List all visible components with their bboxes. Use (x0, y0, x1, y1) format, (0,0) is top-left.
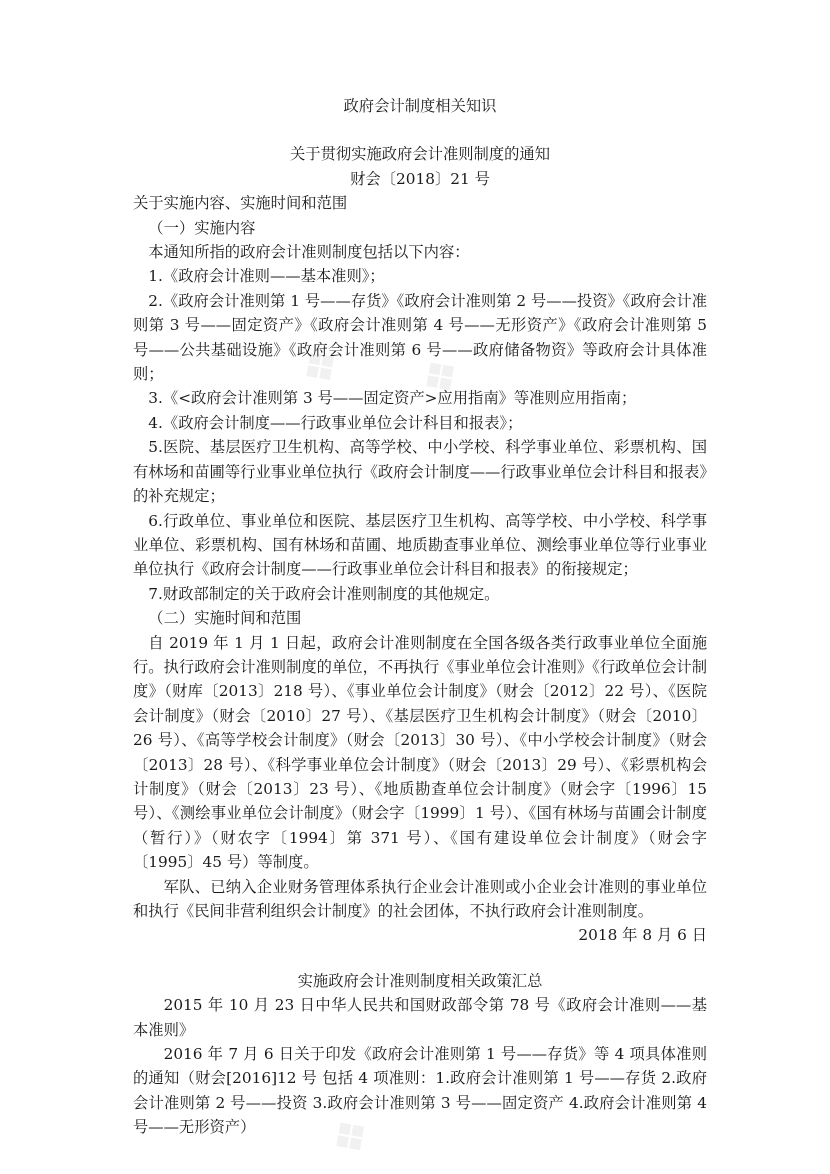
list-item: 3.《<政府会计准则第 3 号——固定资产>应用指南》等准则应用指南； (148, 389, 637, 408)
scope-paragraph: 自 2019 年 1 月 1 日起，政府会计准则制度在全国各级各类行政事业单位全面施行。执行政府会计准则制度的单位，不再执行《事业单位会计准则》《行政单位会计制度》（财库〔2013〕218 号）、《事业单位会计制度》（财会〔2012〕22 号）、《医院会计制度》（财会〔2010〕27 号）、《基层医疗卫生机构会计制度》（财会〔2010〕26 号）、《高等学校会计制度》（财会〔2013〕30 号）、《中小学校会计制度》（财会〔2013〕28 号）、《科学事业单位会计制度》（财会〔2013〕29 号）、《彩票机构会计制度》（财会〔2013〕23 号）、《地质勘查单位会计制度》（财会字〔1996〕15 号）、《测绘事业单位会计制度》（财会字〔1999〕1 号）、《国有林场与苗圃会计制度（暂行）》（财农字〔1994〕第 371 号）、《国有建设单位会计制度》（财会字〔1995〕45 号）等制度。 (133, 633, 707, 872)
summary-paragraph: 2016 年 7 月 6 日关于印发《政府会计准则第 1 号——存货》等 4 项具体准则的通知（财会[2016]12 号 包括 4 项准则：1.政府会计准则第 1 号——存货 2.政府会计准则第 2 号——投资 3.政府会计准则第 3 号——固定资产 4.政府会计准则第 4 号——无形资产） (133, 1045, 707, 1137)
list-item: 4.《政府会计制度——行政事业单位会计科目和报表》； (148, 413, 523, 432)
watermark-logo: ❖ (288, 333, 354, 401)
subheading-scope: （二）实施时间和范围 (148, 609, 302, 628)
summary-title: 实施政府会计准则制度相关政策汇总 (297, 971, 543, 990)
watermark-logo: ❖ (318, 1103, 384, 1171)
list-item: 5.医院、基层医疗卫生机构、高等学校、中小学校、科学事业单位、彩票机构、国有林场和苗圃等行业事业单位执行《政府会计制度——行政事业单位会计科目和报表》的补充规定； (133, 438, 707, 506)
summary-paragraph: 2015 年 10 月 23 日中华人民共和国财政部令第 78 号《政府会计准则——基本准则》 (133, 996, 707, 1039)
watermark-logo: ❖ (408, 343, 474, 411)
notice-number: 财会〔2018〕21 号 (350, 169, 490, 188)
list-item: 1.《政府会计准则——基本准则》； (148, 267, 385, 286)
intro-paragraph: 本通知所指的政府会计准则制度包括以下内容： (148, 243, 470, 262)
page-title: 政府会计制度相关知识 (343, 97, 497, 115)
list-item: 2.《政府会计准则第 1 号——存货》《政府会计准则第 2 号——投资》《政府会计准则第 3 号——固定资产》《政府会计准则第 4 号——无形资产》《政府会计准则第 5 号——公共基础设施》《政府会计准则第 6 号——政府储备物资》等政府会计具体准则； (133, 291, 707, 384)
document-body (133, 94, 707, 1140)
subheading-content: （一）实施内容 (148, 218, 256, 237)
list-item: 7.财政部制定的关于政府会计准则制度的其他规定。 (148, 584, 500, 603)
section-heading: 关于实施内容、实施时间和范围 (133, 194, 348, 213)
notice-title: 关于贯彻实施政府会计准则制度的通知 (289, 145, 551, 164)
notice-date: 2018 年 8 月 6 日 (578, 926, 707, 945)
exclusion-paragraph: 军队、已纳入企业财务管理体系执行企业会计准则或小企业会计准则的事业单位和执行《民间非营利组织会计制度》的社会团体，不执行政府会计准则制度。 (133, 877, 707, 920)
list-item: 6.行政单位、事业单位和医院、基层医疗卫生机构、高等学校、中小学校、科学事业单位、彩票机构、国有林场和苗圃、地质勘查事业单位、测绘事业单位等行业事业单位执行《政府会计制度——行政事业单位会计科目和报表》的衔接规定； (133, 511, 707, 579)
